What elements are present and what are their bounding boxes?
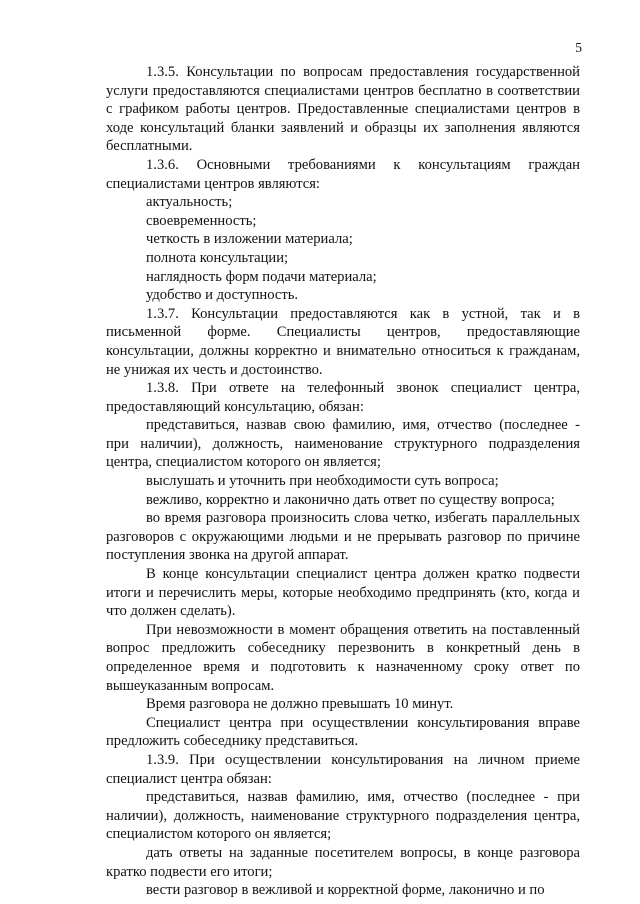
paragraph: В конце консультации специалист центра должен кратко подвести итоги и перечислить меры, которые необходимо предпринять (кто, когда и что должен сделать).: [106, 566, 580, 620]
document-body: [106, 63, 580, 900]
list-item: четкость в изложении материала;: [146, 231, 353, 248]
paragraph: 1.3.8. При ответе на телефонный звонок специалист центра, предоставляющий консультацию, обязан:: [106, 380, 580, 415]
paragraph: 1.3.6. Основными требованиями к консультациям граждан специалистами центров являются:: [106, 156, 580, 192]
paragraph: выслушать и уточнить при необходимости суть вопроса;: [146, 473, 499, 490]
list-item: наглядность форм подачи материала;: [146, 268, 377, 285]
paragraph: При невозможности в момент обращения ответить на поставленный вопрос предложить собеседнику перезвонить в конкретный день в определенное время и подготовить к назначенному сроку ответ по вышеуказанным вопросам.: [106, 621, 580, 694]
paragraph: представиться, назвав фамилию, имя, отчество (последнее - при наличии), должность, наименование структурного подразделения центра, специалистом которого он является;: [106, 789, 580, 843]
paragraph: 1.3.5. Консультации по вопросам предоставления государственной услуги предоставляются специалистами центров бесплатно в соответствии с графиком работы центров. Предоставленные специалистами центров в ходе консультаций бланки заявлений и образцы их заполнения являются бесплатными.: [106, 64, 580, 155]
paragraph: Время разговора не должно превышать 10 минут.: [146, 696, 454, 713]
paragraph: дать ответы на заданные посетителем вопросы, в конце разговора кратко подвести его итоги;: [106, 844, 580, 880]
list-item: удобство и доступность.: [146, 287, 299, 304]
list-item: актуальность;: [146, 194, 233, 211]
paragraph: Специалист центра при осуществлении консультирования вправе предложить собеседнику представиться.: [106, 714, 580, 750]
paragraph: вести разговор в вежливой и корректной форме, лаконично и по: [146, 882, 545, 899]
list-item: полнота консультации;: [146, 249, 289, 266]
paragraph: во время разговора произносить слова четко, избегать параллельных разговоров с окружающими людьми и не прерывать разговор по причине поступления звонка на другой аппарат.: [106, 510, 580, 564]
page-number: 5: [575, 40, 582, 55]
paragraph: 1.3.7. Консультации предоставляются как в устной, так и в письменной форме. Специалисты центров, предоставляющие консультации, должны корректно и внимательно относиться к гражданам, не унижая их честь и достоинство.: [106, 305, 580, 378]
paragraph: 1.3.9. При осуществлении консультирования на личном приеме специалист центра обязан:: [106, 751, 580, 787]
list-item: своевременность;: [146, 212, 257, 229]
paragraph: представиться, назвав свою фамилию, имя, отчество (последнее - при наличии), должность, наименование структурного подразделения центра, специалистом которого он является;: [106, 417, 580, 471]
paragraph: вежливо, корректно и лаконично дать ответ по существу вопроса;: [146, 491, 555, 508]
